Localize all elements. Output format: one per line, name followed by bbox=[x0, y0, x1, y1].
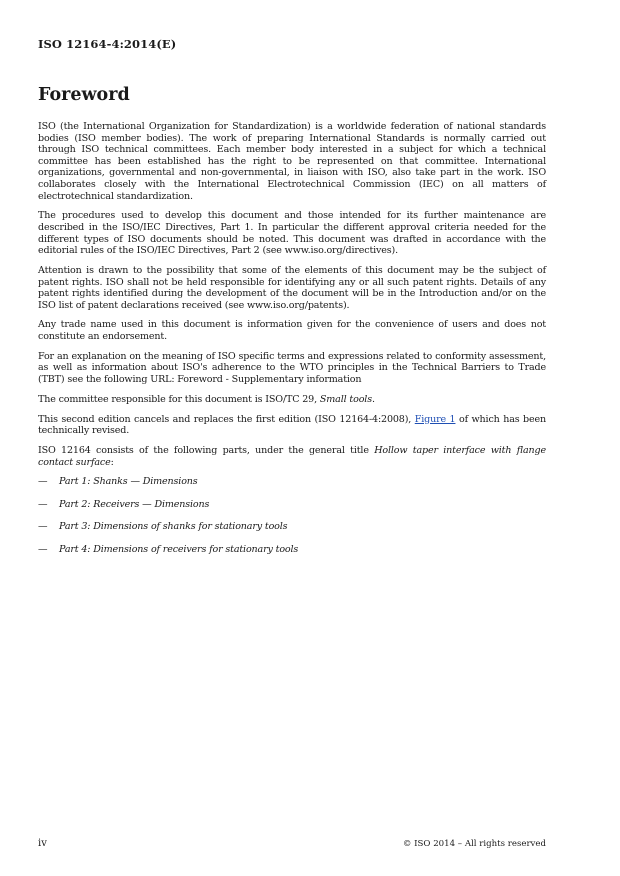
list-item bbox=[38, 544, 546, 556]
document-id-header: ISO 12164-4:2014(E) bbox=[38, 37, 177, 51]
paragraph-parts-intro bbox=[38, 445, 546, 468]
list-item bbox=[38, 521, 546, 533]
paragraph-iso-intro: ISO (the International Organization for Standardization) is a worldwide federation of national standards bodies (ISO member bodies). The work of preparing International Standards is normally carried out through ISO technical committees. Each member body interested in a subject for which a technical committee has been established has the right to be represented on that committee. International organizations, governmental and non-governmental, in liaison with ISO, also take part in the work. ISO collaborates closely with the International Electrotechnical Commission (IEC) on all matters of electrotechnical standardization. bbox=[38, 121, 546, 202]
parts-intro-colon: : bbox=[110, 456, 114, 468]
dash-bullet: — bbox=[38, 543, 48, 555]
foreword-body bbox=[38, 121, 546, 566]
parts-list bbox=[38, 476, 546, 555]
part-label: Part 1: Shanks — Dimensions bbox=[59, 476, 198, 488]
list-item bbox=[38, 476, 546, 488]
parts-intro-text: ISO 12164 consists of the following parts, under the general title bbox=[38, 444, 375, 456]
part-label: Part 3: Dimensions of shanks for stationary tools bbox=[59, 521, 288, 533]
dash-bullet: — bbox=[38, 476, 48, 488]
paragraph-trade-name: Any trade name used in this document is information given for the convenience of users and does not constitute an endorsement. bbox=[38, 319, 546, 343]
edition-text: This second edition cancels and replaces the first edition (ISO 12164-4:2008), bbox=[38, 413, 415, 425]
committee-name: Small tools bbox=[319, 393, 372, 405]
general-title: Hollow taper interface with flange contact surface bbox=[38, 444, 546, 468]
page-title: Foreword bbox=[38, 85, 130, 105]
list-item bbox=[38, 499, 546, 511]
dash-bullet: — bbox=[38, 498, 48, 510]
paragraph-conformity: For an explanation on the meaning of ISO specific terms and expressions related to conformity assessment, as well as information about ISO's adherence to the WTO principles in the Technical Barriers to Trade (TBT) see the following URL: Foreword - Supplementary information bbox=[38, 350, 546, 386]
paragraph-patents: Attention is drawn to the possibility that some of the elements of this document may be the subject of patent rights. ISO shall not be held responsible for identifying any or all such patent rights. Details of any patent rights identified during the development of the document will be in the Introduction and/or on the ISO list of patent declarations received (see www.iso.org/patents). bbox=[38, 264, 546, 311]
paragraph-edition bbox=[38, 414, 546, 437]
copyright-notice: © ISO 2014 – All rights reserved bbox=[402, 839, 546, 849]
part-label: Part 2: Receivers — Dimensions bbox=[59, 498, 210, 510]
paragraph-committee bbox=[38, 394, 546, 406]
part-label: Part 4: Dimensions of receivers for stationary tools bbox=[59, 543, 299, 555]
figure-1-link[interactable]: Figure 1 bbox=[414, 413, 456, 425]
committee-period: . bbox=[371, 393, 375, 405]
paragraph-procedures: The procedures used to develop this document and those intended for its further maintenance are described in the ISO/IEC Directives, Part 1. In particular the different approval criteria needed for the different types of ISO documents should be noted. This document was drafted in accordance with the editorial rules of the ISO/IEC Directives, Part 2 (see www.iso.org/directives). bbox=[38, 210, 546, 257]
edition-text-end: of which has been technically revised. bbox=[38, 413, 546, 437]
dash-bullet: — bbox=[38, 521, 48, 533]
page-number: iv bbox=[38, 838, 47, 849]
committee-text: The committee responsible for this document is ISO/TC 29, bbox=[38, 393, 320, 405]
